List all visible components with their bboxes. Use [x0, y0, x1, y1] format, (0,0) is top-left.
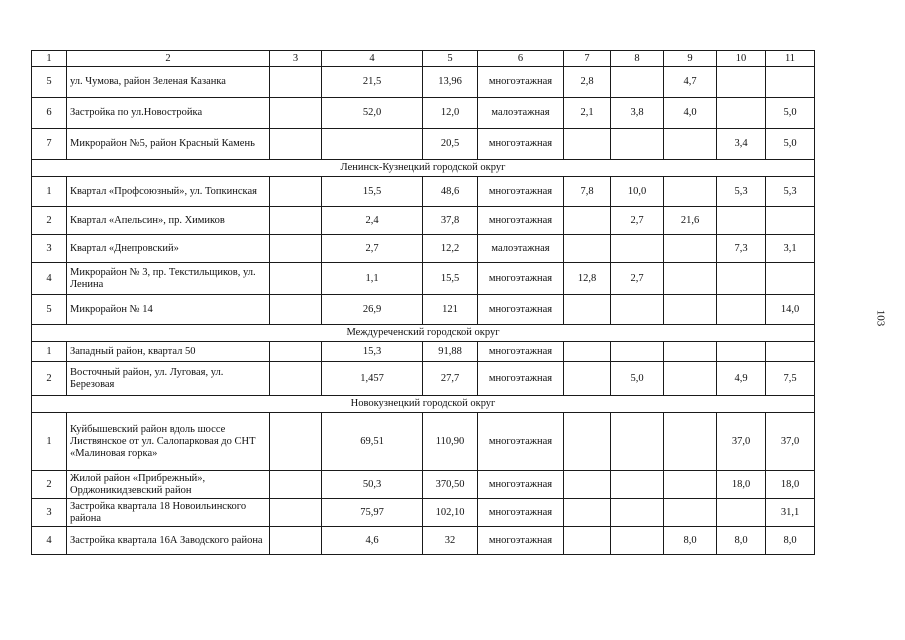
value-cell: 3,4 [717, 129, 766, 160]
column-number-cell: 6 [478, 51, 564, 67]
location-cell: Западный район, квартал 50 [67, 342, 270, 362]
column-number-cell: 10 [717, 51, 766, 67]
value-cell: 2,7 [611, 207, 664, 235]
value-cell: многоэтажная [478, 342, 564, 362]
table-row [32, 527, 815, 555]
value-cell [717, 263, 766, 295]
value-cell: 4,7 [664, 67, 717, 98]
column-number-cell: 4 [322, 51, 423, 67]
value-cell: 52,0 [322, 98, 423, 129]
table-row [32, 362, 815, 396]
table-row [32, 499, 815, 527]
value-cell [611, 129, 664, 160]
value-cell [664, 235, 717, 263]
value-cell [717, 342, 766, 362]
location-cell: ул. Чумова, район Зеленая Казанка [67, 67, 270, 98]
value-cell: многоэтажная [478, 362, 564, 396]
table-row [32, 177, 815, 207]
row-number-cell: 1 [32, 413, 67, 471]
table-row [32, 342, 815, 362]
location-cell: Микрорайон № 3, пр. Текстильщиков, ул. Ленина [67, 263, 270, 295]
location-cell: Жилой район «Прибрежный», Орджоникидзевский район [67, 471, 270, 499]
value-cell: 370,50 [423, 471, 478, 499]
value-cell [664, 413, 717, 471]
value-cell [270, 362, 322, 396]
value-cell [270, 235, 322, 263]
value-cell: 12,2 [423, 235, 478, 263]
value-cell [270, 263, 322, 295]
value-cell: многоэтажная [478, 471, 564, 499]
value-cell: 32 [423, 527, 478, 555]
value-cell [564, 235, 611, 263]
section-header-row [32, 325, 815, 342]
value-cell: многоэтажная [478, 129, 564, 160]
value-cell: 102,10 [423, 499, 478, 527]
row-number-cell: 2 [32, 471, 67, 499]
value-cell [564, 295, 611, 325]
value-cell [766, 67, 815, 98]
value-cell: 12,0 [423, 98, 478, 129]
value-cell [717, 67, 766, 98]
value-cell [270, 129, 322, 160]
value-cell [564, 362, 611, 396]
row-number-cell: 6 [32, 98, 67, 129]
value-cell [664, 342, 717, 362]
value-cell: 2,7 [322, 235, 423, 263]
value-cell: 110,90 [423, 413, 478, 471]
location-cell: Квартал «Днепровский» [67, 235, 270, 263]
column-number-cell: 2 [67, 51, 270, 67]
value-cell: 5,3 [766, 177, 815, 207]
value-cell: 3,1 [766, 235, 815, 263]
value-cell: 50,3 [322, 471, 423, 499]
value-cell: 4,6 [322, 527, 423, 555]
location-cell: Квартал «Профсоюзный», ул. Топкинская [67, 177, 270, 207]
value-cell: 5,0 [766, 129, 815, 160]
column-number-cell: 9 [664, 51, 717, 67]
value-cell: 37,0 [766, 413, 815, 471]
value-cell [270, 98, 322, 129]
value-cell: 18,0 [717, 471, 766, 499]
value-cell [664, 471, 717, 499]
value-cell: 5,3 [717, 177, 766, 207]
value-cell [564, 207, 611, 235]
value-cell: многоэтажная [478, 413, 564, 471]
value-cell [564, 413, 611, 471]
value-cell [717, 499, 766, 527]
value-cell: многоэтажная [478, 67, 564, 98]
section-header-row [32, 160, 815, 177]
section-title: Новокузнецкий городской округ [32, 396, 815, 413]
table-row [32, 235, 815, 263]
table-row [32, 413, 815, 471]
value-cell: 8,0 [664, 527, 717, 555]
table-row [32, 98, 815, 129]
value-cell [322, 129, 423, 160]
value-cell: 14,0 [766, 295, 815, 325]
location-cell: Квартал «Апельсин», пр. Химиков [67, 207, 270, 235]
value-cell: 18,0 [766, 471, 815, 499]
value-cell [766, 263, 815, 295]
value-cell: 7,8 [564, 177, 611, 207]
column-number-cell: 11 [766, 51, 815, 67]
value-cell [717, 207, 766, 235]
value-cell [270, 67, 322, 98]
location-cell: Куйбышевский район вдоль шоссе Листвянское от ул. Салопарковая до СНТ «Малиновая горка» [67, 413, 270, 471]
value-cell: 15,5 [322, 177, 423, 207]
value-cell: 37,0 [717, 413, 766, 471]
table-row [32, 129, 815, 160]
value-cell [611, 499, 664, 527]
value-cell: 8,0 [766, 527, 815, 555]
value-cell: 91,88 [423, 342, 478, 362]
row-number-cell: 3 [32, 235, 67, 263]
value-cell [564, 129, 611, 160]
value-cell: 15,5 [423, 263, 478, 295]
column-number-cell: 3 [270, 51, 322, 67]
value-cell: 75,97 [322, 499, 423, 527]
value-cell [270, 527, 322, 555]
value-cell: 5,0 [611, 362, 664, 396]
value-cell: 121 [423, 295, 478, 325]
value-cell [611, 235, 664, 263]
value-cell [270, 471, 322, 499]
value-cell [564, 527, 611, 555]
value-cell [664, 499, 717, 527]
location-cell: Застройка по ул.Новостройка [67, 98, 270, 129]
value-cell: 21,6 [664, 207, 717, 235]
table-row [32, 207, 815, 235]
value-cell: 26,9 [322, 295, 423, 325]
value-cell [611, 67, 664, 98]
value-cell [564, 342, 611, 362]
value-cell: 21,5 [322, 67, 423, 98]
value-cell [270, 499, 322, 527]
value-cell: многоэтажная [478, 207, 564, 235]
location-cell: Микрорайон №5, район Красный Камень [67, 129, 270, 160]
value-cell: многоэтажная [478, 177, 564, 207]
value-cell [766, 207, 815, 235]
value-cell: 2,8 [564, 67, 611, 98]
value-cell [664, 362, 717, 396]
column-number-row [32, 51, 815, 67]
value-cell [664, 129, 717, 160]
value-cell [611, 413, 664, 471]
value-cell: 20,5 [423, 129, 478, 160]
value-cell [717, 295, 766, 325]
value-cell: 2,4 [322, 207, 423, 235]
value-cell: малоэтажная [478, 235, 564, 263]
value-cell: 69,51 [322, 413, 423, 471]
value-cell: 27,7 [423, 362, 478, 396]
table-row [32, 263, 815, 295]
value-cell [270, 177, 322, 207]
value-cell [664, 263, 717, 295]
row-number-cell: 7 [32, 129, 67, 160]
value-cell: 2,7 [611, 263, 664, 295]
value-cell [270, 295, 322, 325]
value-cell [270, 342, 322, 362]
value-cell: 1,457 [322, 362, 423, 396]
value-cell [664, 295, 717, 325]
value-cell: многоэтажная [478, 499, 564, 527]
value-cell [611, 527, 664, 555]
value-cell: 13,96 [423, 67, 478, 98]
value-cell [611, 471, 664, 499]
value-cell: 7,3 [717, 235, 766, 263]
location-cell: Застройка квартала 16А Заводского района [67, 527, 270, 555]
value-cell: 48,6 [423, 177, 478, 207]
value-cell: 3,8 [611, 98, 664, 129]
value-cell: 10,0 [611, 177, 664, 207]
section-header-row [32, 396, 815, 413]
column-number-cell: 5 [423, 51, 478, 67]
value-cell [664, 177, 717, 207]
column-number-cell: 7 [564, 51, 611, 67]
value-cell: 37,8 [423, 207, 478, 235]
row-number-cell: 1 [32, 342, 67, 362]
column-number-cell: 8 [611, 51, 664, 67]
row-number-cell: 1 [32, 177, 67, 207]
value-cell: 4,9 [717, 362, 766, 396]
table-body [32, 51, 815, 555]
value-cell: 12,8 [564, 263, 611, 295]
value-cell: 15,3 [322, 342, 423, 362]
location-cell: Восточный район, ул. Луговая, ул. Березовая [67, 362, 270, 396]
value-cell: многоэтажная [478, 527, 564, 555]
value-cell: 31,1 [766, 499, 815, 527]
location-cell: Микрорайон № 14 [67, 295, 270, 325]
table-row [32, 295, 815, 325]
row-number-cell: 3 [32, 499, 67, 527]
value-cell: 2,1 [564, 98, 611, 129]
table-row [32, 471, 815, 499]
value-cell: 7,5 [766, 362, 815, 396]
value-cell: 5,0 [766, 98, 815, 129]
value-cell: многоэтажная [478, 295, 564, 325]
value-cell: многоэтажная [478, 263, 564, 295]
section-title: Междуреченский городской округ [32, 325, 815, 342]
value-cell [270, 413, 322, 471]
page-number: 103 [874, 309, 887, 327]
value-cell [611, 342, 664, 362]
value-cell [564, 471, 611, 499]
data-table [31, 50, 815, 555]
value-cell: 4,0 [664, 98, 717, 129]
row-number-cell: 2 [32, 362, 67, 396]
row-number-cell: 4 [32, 263, 67, 295]
value-cell [611, 295, 664, 325]
value-cell [270, 207, 322, 235]
row-number-cell: 2 [32, 207, 67, 235]
section-title: Ленинск-Кузнецкий городской округ [32, 160, 815, 177]
value-cell: 8,0 [717, 527, 766, 555]
value-cell: малоэтажная [478, 98, 564, 129]
row-number-cell: 5 [32, 295, 67, 325]
value-cell: 1,1 [322, 263, 423, 295]
location-cell: Застройка квартала 18 Новоильинского района [67, 499, 270, 527]
table-row [32, 67, 815, 98]
value-cell [564, 499, 611, 527]
value-cell [717, 98, 766, 129]
row-number-cell: 4 [32, 527, 67, 555]
value-cell [766, 342, 815, 362]
column-number-cell: 1 [32, 51, 67, 67]
row-number-cell: 5 [32, 67, 67, 98]
